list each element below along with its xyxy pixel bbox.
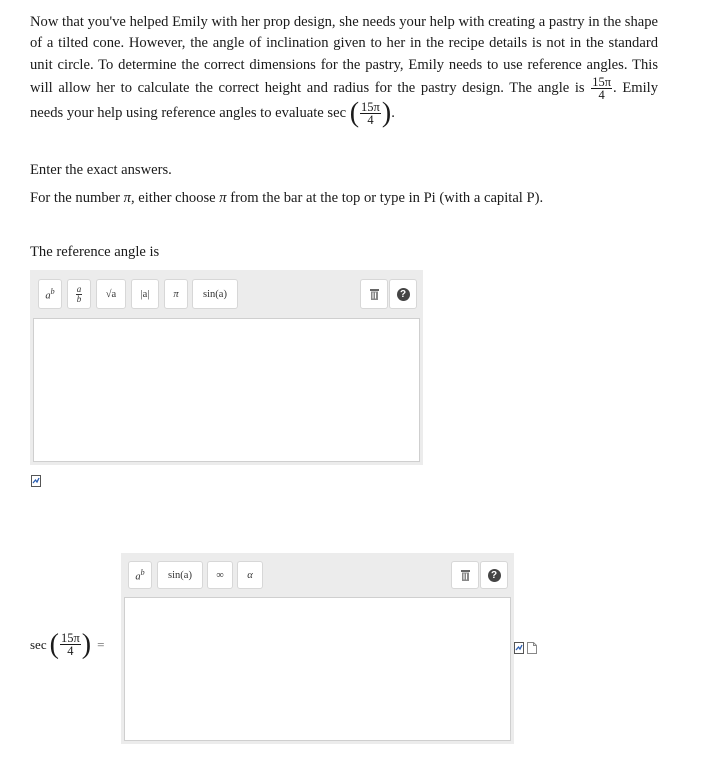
sec-expr-numerator: 15π: [60, 631, 80, 645]
sec-arg-fraction: [360, 101, 381, 126]
alpha-button[interactable]: α: [237, 561, 263, 589]
sec-expr-fraction: [60, 632, 81, 657]
sec-expression: sec ( $\frac{15\pi}{4}$ ) =: [30, 628, 105, 660]
help-icon: ?: [397, 288, 410, 301]
help-button-2[interactable]: [480, 561, 508, 589]
power-button-2[interactable]: $a^b$: [128, 561, 152, 589]
help-icon: ?: [488, 569, 501, 582]
answer2-toolbar: [121, 553, 514, 595]
problem-text-2: . Emily needs your help using reference angles to evaluate sec: [30, 80, 658, 122]
infinity-button[interactable]: ∞: [207, 561, 233, 589]
pi-button[interactable]: π: [164, 279, 188, 309]
document-icon: [527, 642, 537, 654]
problem-statement: Now that you've helped Emily with her prop design, she needs your help with creating a pastry in the shape of a tilted cone. However, the angle of inclination given to her in the recipe details is not in the standard unit circle. To determine the correct dimensions for the pastry, Emily needs to use reference angles. This will allow her to calculate the correct height and radius for the pastry design. The angle is $\frac{15\pi}{4}$ . Emily needs your help using reference angles to evaluate sec ( $\frac{15\pi}{4}$ ).: [30, 14, 658, 129]
instruction-exact: Enter the exact answers.: [30, 162, 172, 178]
trash-icon: [370, 289, 379, 300]
problem-text: Now that you've helped Emily with her prop design, she needs your help with creating a pastry in the shape of a tilted cone. However, the angle of inclination given to her in the recipe details is not in the standard unit circle. To determine the correct dimensions for the pastry, Emily needs to use reference angles. This will allow her to calculate the correct height and radius for the pastry design. The angle is: [30, 14, 658, 97]
question1-label: The reference angle is: [30, 244, 160, 260]
sin-button[interactable]: sin(a): [192, 279, 238, 309]
edit-status-icon: [31, 475, 41, 487]
fraction-button[interactable]: a b: [67, 279, 91, 309]
instruction-pi: For the number π, either choose π from the bar at the top or type in Pi (with a capital P).: [30, 190, 544, 206]
sec-label: sec: [30, 636, 47, 652]
sqrt-button[interactable]: √a: [96, 279, 126, 309]
clear-button[interactable]: [360, 279, 388, 309]
angle-fraction: [591, 76, 612, 101]
angle-denominator: 4: [598, 88, 605, 103]
sec-expr-denominator: 4: [67, 644, 74, 658]
secant-value-input[interactable]: [124, 597, 511, 741]
power-button[interactable]: $a^b$: [38, 279, 62, 309]
angle-numerator: 15π: [592, 75, 612, 90]
reference-angle-input[interactable]: [33, 318, 420, 462]
equals-sign: =: [97, 636, 105, 652]
sin-button-2[interactable]: sin(a): [157, 561, 203, 589]
edit-status-icon: [514, 642, 524, 654]
help-button[interactable]: [389, 279, 417, 309]
trash-icon: [461, 570, 470, 581]
clear-button-2[interactable]: [451, 561, 479, 589]
sec-arg-denominator: 4: [367, 113, 374, 128]
problem-period: .: [391, 105, 395, 122]
abs-button[interactable]: |a|: [131, 279, 159, 309]
answer1-toolbar: [30, 270, 423, 316]
sec-arg-numerator: 15π: [361, 100, 380, 115]
